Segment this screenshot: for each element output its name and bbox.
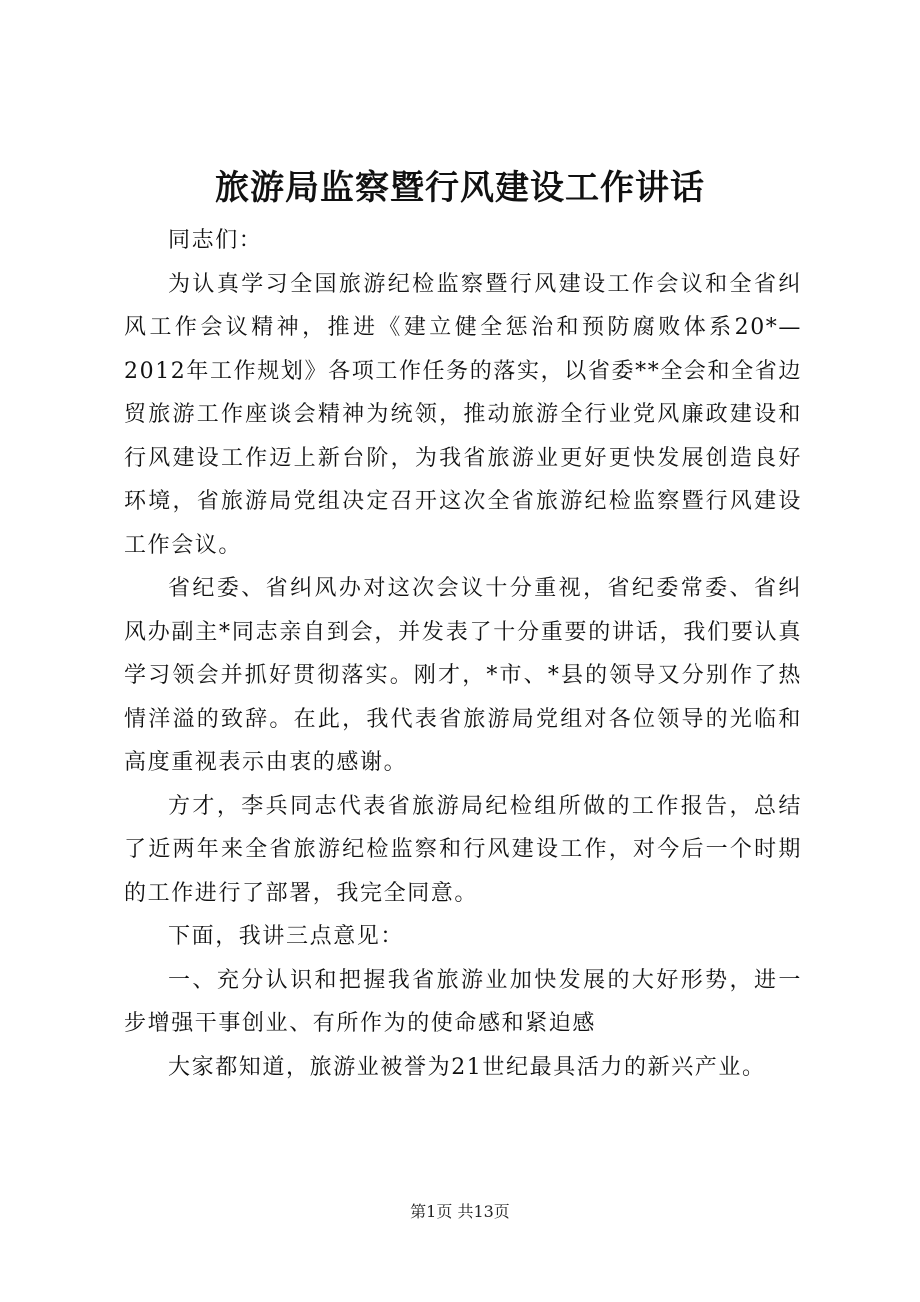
salutation: 同志们： xyxy=(168,228,263,253)
paragraph-5: 大家都知道，旅游业被誉为21世纪最具活力的新兴产业。 xyxy=(168,1054,766,1080)
paragraph-3: 方才，李兵同志代表省旅游局纪检组所做的工作报告，总结了近两年来全省旅游纪检监察和行风建设工作，对今后一个时期的工作进行了部署，我完全同意。 xyxy=(124,793,802,906)
page-footer: 第1页 共13页 xyxy=(410,1202,510,1221)
document-title: 旅游局监察暨行风建设工作讲话 xyxy=(215,168,705,208)
paragraph-1: 为认真学习全国旅游纪检监察暨行风建设工作会议和全省纠风工作会议精神，推进《建立健全惩治和预防腐败体系20*—2012年工作规划》各项工作任务的落实，以省委**全会和全省边贸旅游工作座谈会精神为统领，推动旅游全行业党风廉政建设和行风建设工作迈上新台阶，为我省旅游业更好更快发展创造良好环境，省旅游局党组决定召开这次全省旅游纪检监察暨行风建设工作会议。 xyxy=(124,271,802,558)
document-body xyxy=(124,219,802,1089)
paragraph-4: 下面，我讲三点意见： xyxy=(168,924,405,949)
section-heading-1: 一、充分认识和把握我省旅游业加快发展的大好形势，进一步增强干事创业、有所作为的使命感和紧迫感 xyxy=(124,967,802,1036)
paragraph-2: 省纪委、省纠风办对这次会议十分重视，省纪委常委、省纠风办副主*同志亲自到会，并发表了十分重要的讲话，我们要认真学习领会并抓好贯彻落实。刚才，*市、*县的领导又分别作了热情洋溢的致辞。在此，我代表省旅游局党组对各位领导的光临和高度重视表示由衷的感谢。 xyxy=(124,576,802,775)
